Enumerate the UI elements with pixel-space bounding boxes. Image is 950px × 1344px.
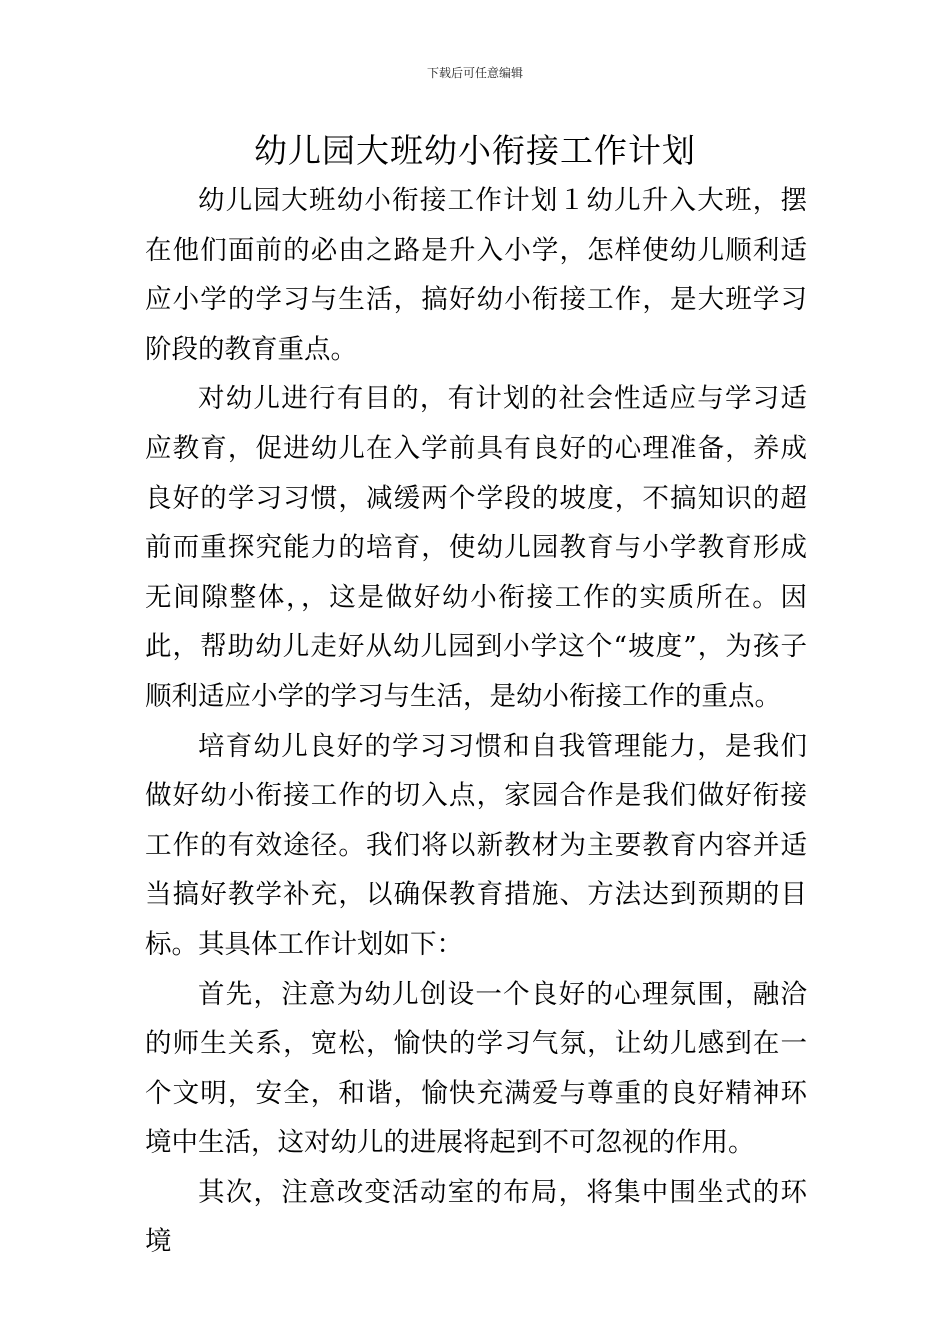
paragraph: 培育幼儿良好的学习习惯和自我管理能力，是我们做好幼小衔接工作的切入点，家园合作是我们做好衔接工作的有效途径。我们将以新教材为主要教育内容并适当搞好教学补充，以确保教育措施、方法达到预期的目标。其具体工作计划如下：	[145, 730, 807, 960]
paragraph: 其次，注意改变活动室的布局，将集中围坐式的环境	[145, 1176, 807, 1258]
document-title: 幼儿园大班幼小衔接工作计划	[254, 131, 696, 170]
paragraph: 首先，注意为幼儿创设一个良好的心理氛围，融洽的师生关系，宽松，愉快的学习气氛，让幼儿感到在一个文明，安全，和谐，愉快充满爱与尊重的良好精神环境中生活，这对幼儿的进展将起到不可忽视的作用。	[145, 978, 807, 1159]
document-body	[145, 176, 807, 1267]
header-note: 下载后可任意编辑	[426, 66, 523, 80]
paragraph: 对幼儿进行有目的，有计划的社会性适应与学习适应教育，促进幼儿在入学前具有良好的心理准备，养成良好的学习习惯，减缓两个学段的坡度，不搞知识的超前而重探究能力的培育，使幼儿园教育与小学教育形成无间隙整体，，这是做好幼小衔接工作的实质所在。因此，帮助幼儿走好从幼儿园到小学这个“坡度”，为孩子顺利适应小学的学习与生活，是幼小衔接工作的重点。	[145, 383, 807, 712]
paragraph: 幼儿园大班幼小衔接工作计划１幼儿升入大班，摆在他们面前的必由之路是升入小学，怎样使幼儿顺利适应小学的学习与生活，搞好幼小衔接工作，是大班学习阶段的教育重点。	[145, 185, 807, 365]
